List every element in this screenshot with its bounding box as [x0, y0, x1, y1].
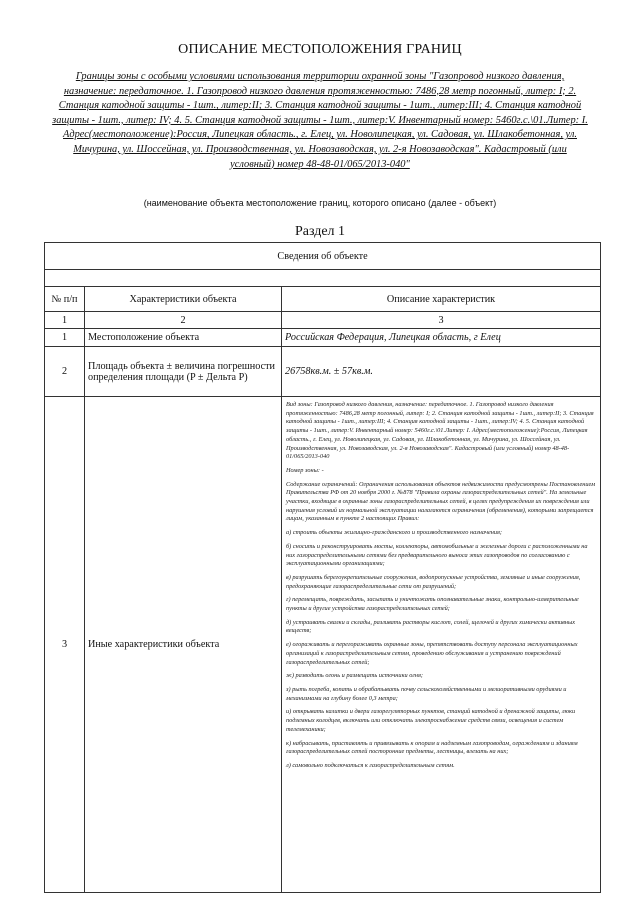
- row-number: 2: [45, 347, 85, 397]
- zone-number-paragraph: Номер зоны: -: [286, 466, 324, 474]
- table-row: [45, 397, 601, 893]
- table-header-row: [45, 287, 601, 312]
- page-title: ОПИСАНИЕ МЕСТОПОЛОЖЕНИЯ ГРАНИЦ: [178, 42, 462, 57]
- restriction-item: и) открывать калитки и двери газорегуляторных пунктов, станций катодной и дренажной защиты, люки подземных колодцев, включать или отключать электроснабжение средств связи, освещения и систем телемеханики;: [286, 708, 576, 733]
- object-caption: (наименование объекта местоположение границ, которого описано (далее - объект): [143, 198, 497, 208]
- numbering-cell: 2: [85, 312, 282, 329]
- restriction-item: а) строить объекты жилищно-гражданского и производственного назначения;: [286, 529, 503, 537]
- table-spacer-row: [45, 270, 601, 287]
- restriction-item: б) сносить и реконструировать мосты, коллекторы, автомобильные и железные дороги с расположенными на них газораспределительными сетями без предварительного выноса этих газопроводов по согласованию с эксплуатационными организациями;: [286, 542, 588, 568]
- object-subject: Границы зоны с особыми условиями использования территории охранной зоны "Газопровод низкого давления, назначение: передаточное. 1. Газопровод низкого давления протяженностью: 7486,28 метр погонный, литер: I; 2. Станция катодной защиты - 1шт., литер:II; 3. Станция катодной защиты - 1шт., литер:III; 4. Станция катодной защиты - 1шт., литер: IV; 4. 5. Станция катодной защиты - 1шт., литер:V. Инвентарный номер: 5460г.с.\01.Литер: I. Адрес(местоположение):Россия, Липецкая область., г. Елец, ул. Новолипецкая, ул. Садовая, ул. Шлакобетонная, ул. Мичурина, ул. Шоссейная, ул. Производственная, ул. Новозаводская, ул. 2-я Новозаводская". Кадастровый (или условный) номер 48-48-01/065/2013-040": [52, 71, 588, 170]
- table-numbering-row: [45, 312, 601, 329]
- row-value-other-characteristics: [282, 397, 601, 893]
- row-characteristic: Иные характеристики объекта: [85, 397, 282, 893]
- numbering-cell: 1: [45, 312, 85, 329]
- header-characteristics: Характеристики объекта: [85, 287, 282, 312]
- object-info-table: [44, 242, 601, 893]
- section-title: Раздел 1: [294, 224, 346, 239]
- restriction-item: в) разрушать берегоукрепительные сооружения, водопропускные устройства, земляные и иные сооружения, предохраняющие газораспределительные сети от разрушений;: [286, 573, 581, 590]
- row-value: Российская Федерация, Липецкая область, г Елец: [282, 329, 601, 347]
- restriction-item: к) набрасывать, приставлять и привязывать к опорам и надземным газопроводам, ограждениям и зданиям газораспределительных сетей посторонние предметы, лестницы, влезать на них;: [286, 739, 578, 756]
- zone-type-paragraph: Вид зоны: Газопровод низкого давления, назначение: передаточное. 1. Газопровод низкого давления протяженностью: 7486,28 метр погонный, литер: I; 2. Станция катодной защиты - 1шт., литер:II; 3. Станция катодной защиты - 1шт., литер:III; 4. Станция катодной защиты - 1шт., литер:IV; 4. 5. Станция катодной защиты - 1шт., литер:V. Инвентарный номер: 5460г.с.\01.Литер: I. Адрес(местоположение):Россия, Липецкая область., г. Елец, ул. Новолипецкая, ул. Садовая, ул. Шлакобетонная, ул. Мичурина, ул. Шоссейная, ул. Производственная, ул. Новозаводская, ул. 2-я Новозаводская". Кадастровый (или условный) номер 48-48-01/065/2013-040: [286, 401, 594, 461]
- table-row: [45, 347, 601, 397]
- restriction-item: з) рыть погреба, копать и обрабатывать почву сельскохозяйственными и мелиоративными орудиями и механизмами на глубину более 0,3 метра;: [286, 685, 567, 702]
- restriction-item: е) огораживать и перегораживать охранные зоны, препятствовать доступу персонала эксплуатационных организаций к газораспределительным сетям, проведению обслуживания и устранению повреждений газораспределительных сетей;: [286, 641, 578, 666]
- row-characteristic: Местоположение объекта: [85, 329, 282, 347]
- table-row: [45, 329, 601, 347]
- row-number: 3: [45, 397, 85, 893]
- restriction-item: г) перемещать, повреждать, засыпать и уничтожать опознавательные знаки, контрольно-измерительные пункты и другие устройства газораспределительных сетей;: [286, 596, 579, 613]
- row-value: 26758кв.м. ± 57кв.м.: [282, 347, 601, 397]
- table-caption: Сведения об объекте: [45, 243, 601, 270]
- restriction-item: ж) разводить огонь и размещать источники огня;: [286, 672, 423, 680]
- restrictions-paragraph: Содержание ограничений: Ограничения использования объектов недвижимости предусмотрены Постановлением Правительства РФ от 20 ноября 2000 г. №878 "Правила охраны газораспределительных сетей". На земельные участки, входящие в охранные зоны газораспределительных сетей, в целях предупреждения их повреждения или нарушения условий их нормальной эксплуатации налагаются ограничения (обременения), которыми запрещается лицам, указанным в пункте 2 настоящих Правил:: [286, 480, 596, 523]
- row-characteristic: Площадь объекта ± величина погрешности определения площади (P ± Дельта P): [85, 347, 282, 397]
- numbering-cell: 3: [282, 312, 601, 329]
- table-spacer-cell: [45, 270, 601, 287]
- header-number: № п/п: [45, 287, 85, 312]
- table-caption-row: [45, 243, 601, 270]
- header-description: Описание характеристик: [282, 287, 601, 312]
- restriction-item: д) устраивать свалки и склады, разливать растворы кислот, солей, щелочей и других химически активных веществ;: [286, 618, 576, 635]
- row-number: 1: [45, 329, 85, 347]
- restriction-item: л) самовольно подключаться к газораспределительным сетям.: [286, 761, 455, 769]
